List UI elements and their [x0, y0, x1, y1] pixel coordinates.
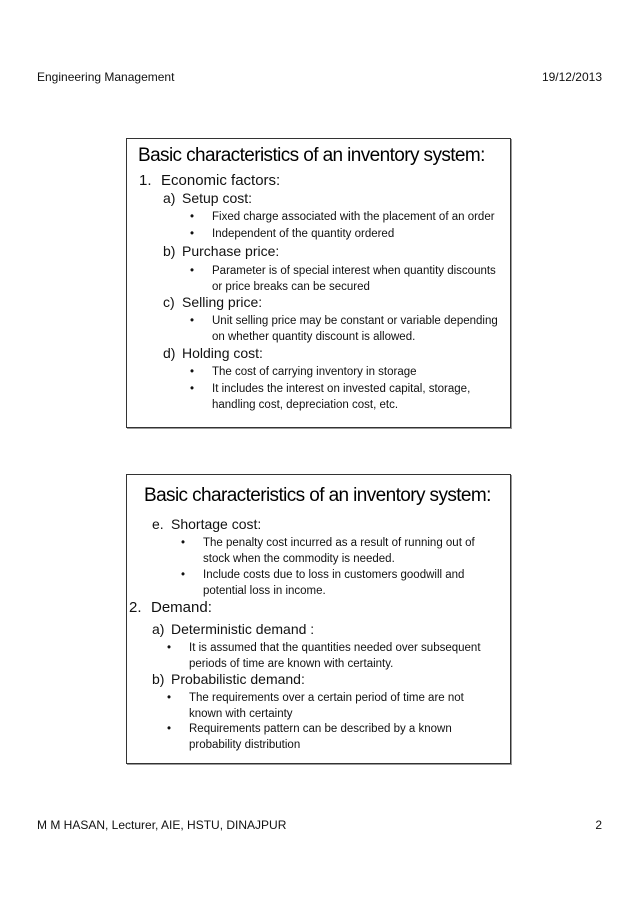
item-shortage-cost: e. Shortage cost:: [152, 516, 262, 532]
section-economic-factors: 1. Economic factors:: [139, 172, 281, 189]
bullet-deterministic-1: • It is assumed that the quantities needed over subsequent periods of time are known with certainty.: [167, 642, 481, 670]
slide-2-title: Basic characteristics of an inventory system:: [144, 485, 491, 506]
bullet-icon: •: [167, 642, 172, 654]
bullet-icon: •: [190, 265, 195, 277]
item-deterministic-demand: a) Deterministic demand :: [152, 621, 315, 637]
header-course: Engineering Management: [37, 70, 175, 84]
bullet-icon: •: [167, 723, 172, 735]
item-setup-cost: a) Setup cost:: [163, 190, 253, 206]
bullet-icon: •: [190, 315, 195, 327]
slide-2: [126, 474, 511, 764]
section-demand: 2. Demand:: [129, 599, 212, 616]
footer-author: M M HASAN, Lecturer, AIE, HSTU, DINAJPUR: [37, 818, 287, 832]
bullet-shortage-1: • The penalty cost incurred as a result of running out of stock when the commodity is needed.: [181, 537, 475, 565]
item-selling-price: c) Selling price:: [163, 294, 263, 310]
item-holding-cost: d) Holding cost:: [163, 345, 263, 361]
slide-1: [126, 138, 511, 428]
bullet-probabilistic-2: • Requirements pattern can be described by a known probability distribution: [167, 723, 452, 751]
bullet-icon: •: [190, 383, 195, 395]
bullet-setup-1: • Fixed charge associated with the placement of an order: [190, 211, 495, 223]
bullet-icon: •: [190, 211, 195, 223]
bullet-icon: •: [167, 692, 172, 704]
item-purchase-price: b) Purchase price:: [163, 243, 280, 259]
bullet-setup-2: • Independent of the quantity ordered: [190, 228, 395, 240]
bullet-holding-2: • It includes the interest on invested capital, storage, handling cost, depreciation cost, etc.: [190, 383, 471, 411]
bullet-icon: •: [181, 537, 186, 549]
bullet-icon: •: [190, 366, 195, 378]
item-probabilistic-demand: b) Probabilistic demand:: [152, 671, 305, 687]
bullet-holding-1: • The cost of carrying inventory in storage: [190, 366, 417, 378]
bullet-shortage-2: • Include costs due to loss in customers goodwill and potential loss in income.: [181, 569, 465, 597]
page-number: 2: [595, 818, 602, 832]
bullet-icon: •: [190, 228, 195, 240]
slide-1-title: Basic characteristics of an inventory system:: [138, 145, 485, 166]
bullet-icon: •: [181, 569, 186, 581]
bullet-purchase-1: • Parameter is of special interest when quantity discounts or price breaks can be secured: [190, 265, 496, 293]
bullet-selling-1: • Unit selling price may be constant or variable depending on whether quantity discount is allowed.: [190, 315, 498, 343]
bullet-probabilistic-1: • The requirements over a certain period of time are not known with certainty: [167, 692, 464, 720]
header-date: 19/12/2013: [541, 70, 602, 84]
